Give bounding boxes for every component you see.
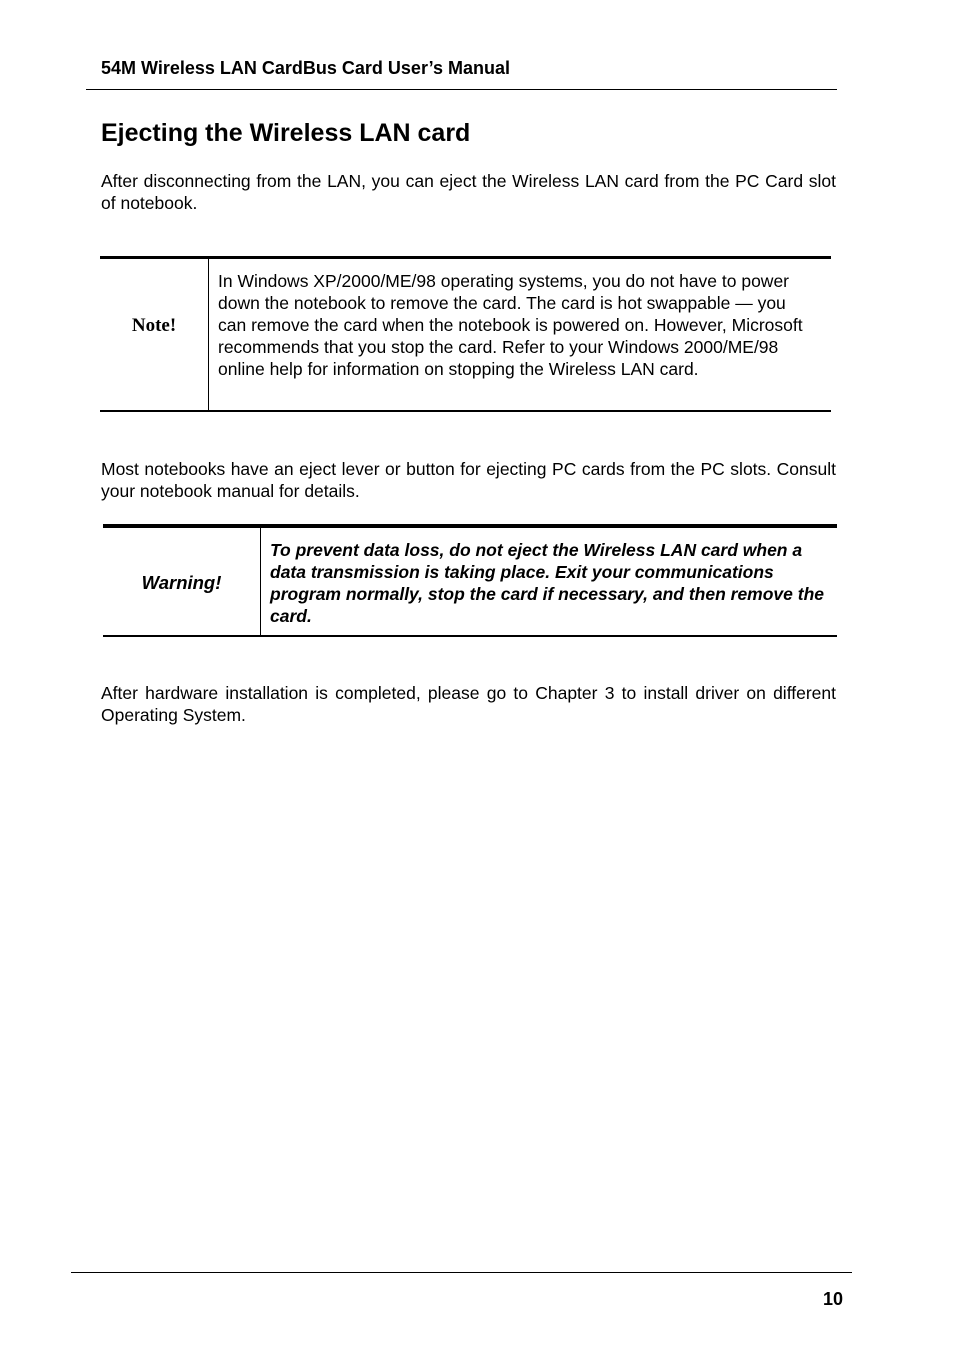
note-text: In Windows XP/2000/ME/98 operating systems, you do not have to power down the notebook to remove the card. The card is hot swappable — you can remove the card when the notebook is powered on. However, Microsoft recommends that you stop the card. Refer to your Windows 2000/ME/98 online help for information on stopping the Wireless LAN card. — [218, 271, 803, 379]
note-label: Note! — [131, 315, 177, 336]
warning-label: Warning! — [141, 572, 222, 593]
page-number: 10 — [822, 1289, 843, 1309]
warning-column-divider — [260, 528, 261, 635]
intro-paragraph: After disconnecting from the LAN, you can eject the Wireless LAN card from the PC Card slot of notebook. — [101, 171, 836, 213]
note-box — [100, 256, 831, 412]
warning-box — [103, 524, 837, 637]
footer-divider — [71, 1272, 852, 1273]
header-divider — [86, 89, 837, 90]
note-column-divider — [208, 259, 209, 410]
section-heading: Ejecting the Wireless LAN card — [101, 119, 471, 147]
warning-text: To prevent data loss, do not eject the Wireless LAN card when a data transmission is taking place. Exit your communications program normally, stop the card if necessary, and then remove the card. — [270, 540, 825, 626]
running-header-title: 54M Wireless LAN CardBus Card User’s Manual — [101, 58, 510, 78]
next-step-paragraph: After hardware installation is completed, please go to Chapter 3 to install driver on different Operating System. — [101, 683, 836, 725]
eject-lever-paragraph: Most notebooks have an eject lever or button for ejecting PC cards from the PC slots. Consult your notebook manual for details. — [101, 459, 836, 501]
